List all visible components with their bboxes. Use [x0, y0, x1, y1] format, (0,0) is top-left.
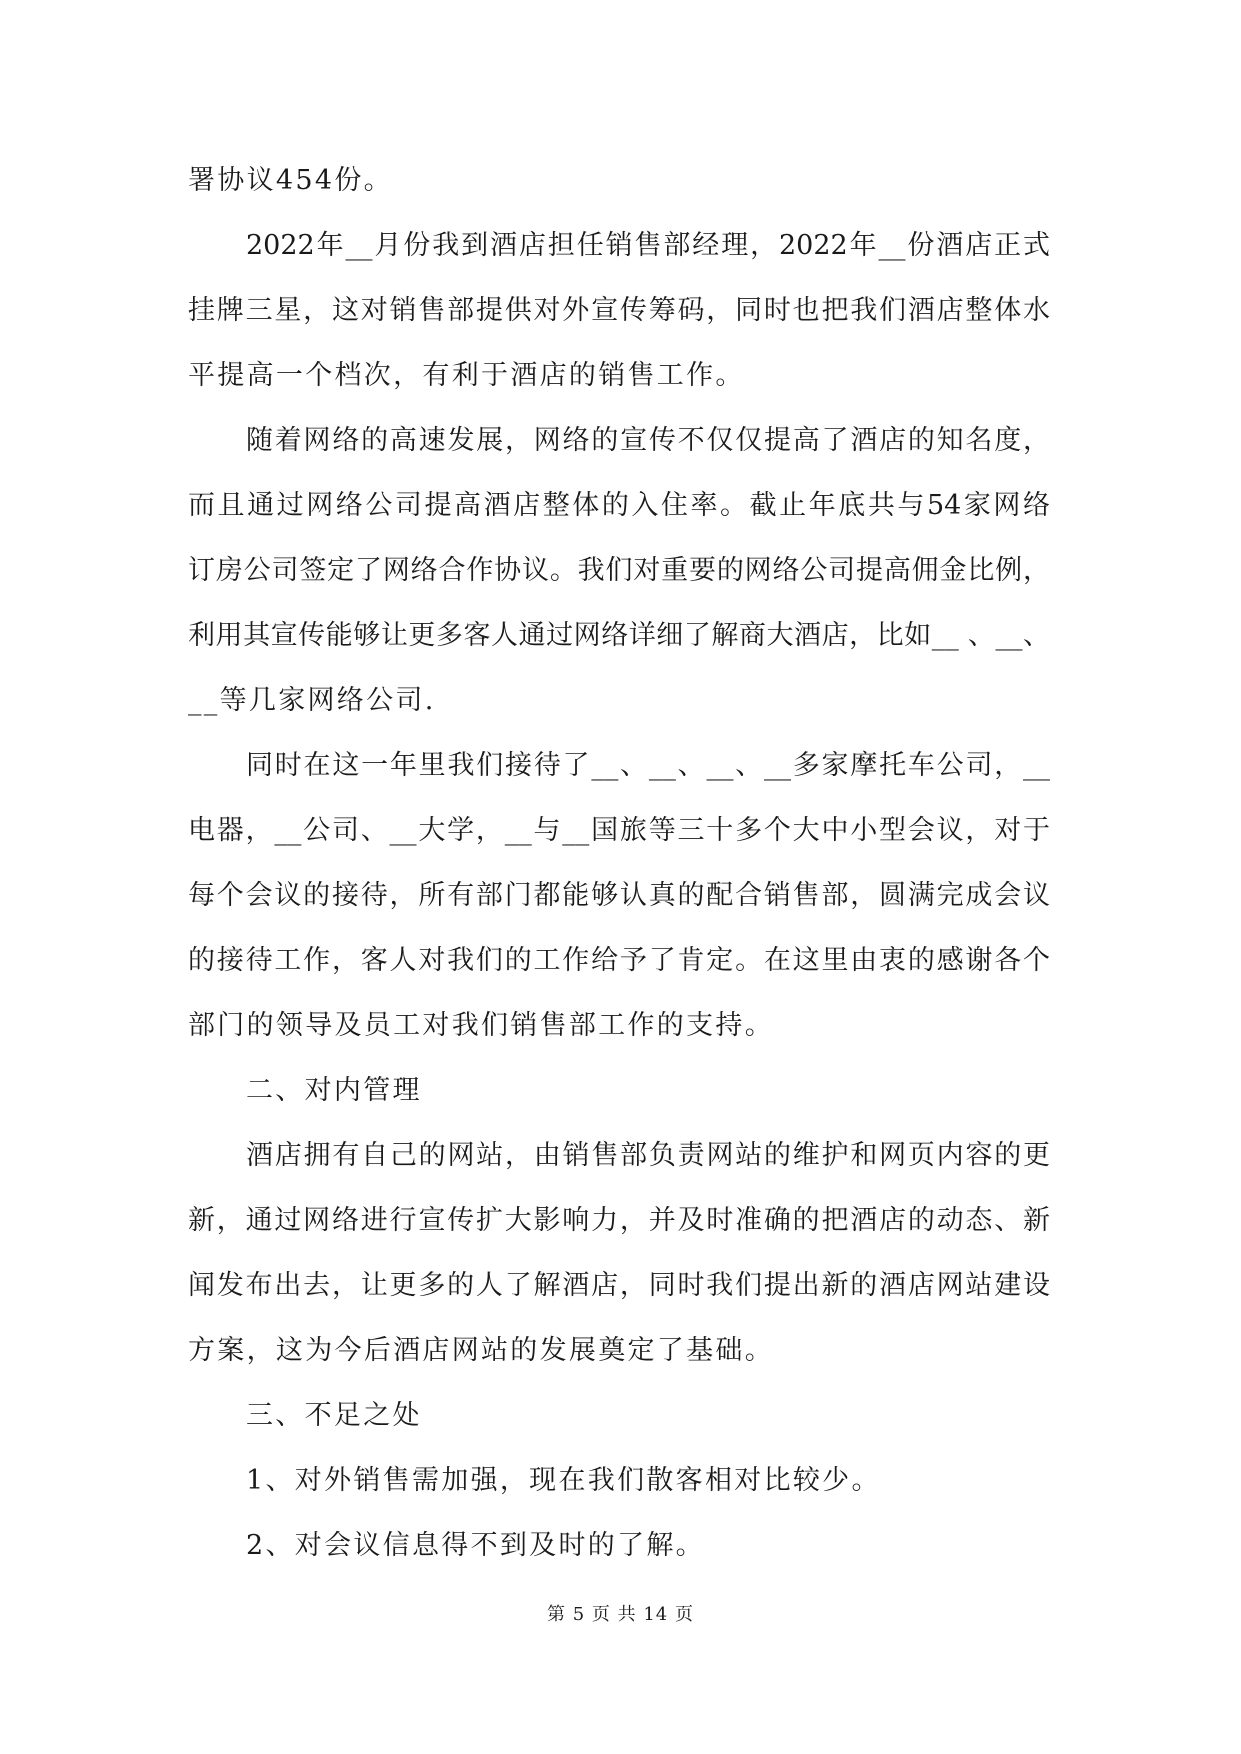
text-line: 闻发布出去，让更多的人了解酒店，同时我们提出新的酒店网站建设 — [188, 1270, 1050, 1301]
text-line: 每个会议的接待，所有部门都能够认真的配合销售部，圆满完成会议 — [188, 880, 1050, 911]
text-line: 2022年__月份我到酒店担任销售部经理，2022年__份酒店正式 — [246, 230, 1050, 261]
text-line: 部门的领导及员工对我们销售部工作的支持。 — [188, 1010, 774, 1041]
text-line: 而且通过网络公司提高酒店整体的入住率。截止年底共与54家网络 — [188, 490, 1050, 521]
text-line: 新，通过网络进行宣传扩大影响力，并及时准确的把酒店的动态、新 — [188, 1205, 1050, 1236]
text-line: 随着网络的高速发展，网络的宣传不仅仅提高了酒店的知名度， — [246, 425, 1050, 456]
text-line: 平提高一个档次，有利于酒店的销售工作。 — [188, 360, 745, 391]
text-line: 利用其宣传能够让更多客人通过网络详细了解商大酒店，比如__ 、__、 — [188, 620, 1050, 651]
text-line: 署协议454份。 — [188, 165, 393, 196]
text-line: 三、不足之处 — [246, 1400, 422, 1431]
text-line: __等几家网络公司. — [188, 685, 436, 716]
text-line: 1、对外销售需加强，现在我们散客相对比较少。 — [246, 1465, 881, 1496]
document-body — [188, 148, 1050, 1578]
text-line: 方案，这为今后酒店网站的发展奠定了基础。 — [188, 1335, 774, 1366]
text-line: 2、对会议信息得不到及时的了解。 — [246, 1530, 705, 1561]
text-line: 订房公司签定了网络合作协议。我们对重要的网络公司提高佣金比例， — [188, 555, 1050, 586]
text-line: 同时在这一年里我们接待了__、__、__、__多家摩托车公司，__ — [246, 750, 1050, 781]
text-line: 酒店拥有自己的网站，由销售部负责网站的维护和网页内容的更 — [246, 1140, 1050, 1171]
text-line: 的接待工作，客人对我们的工作给予了肯定。在这里由衷的感谢各个 — [188, 945, 1050, 976]
text-line: 挂牌三星，这对销售部提供对外宣传筹码，同时也把我们酒店整体水 — [188, 295, 1050, 326]
text-line: 二、对内管理 — [246, 1075, 422, 1106]
page-footer: 第 5 页 共 14 页 — [547, 1604, 694, 1625]
text-line: 电器，__公司、__大学，__与__国旅等三十多个大中小型会议，对于 — [188, 815, 1050, 846]
